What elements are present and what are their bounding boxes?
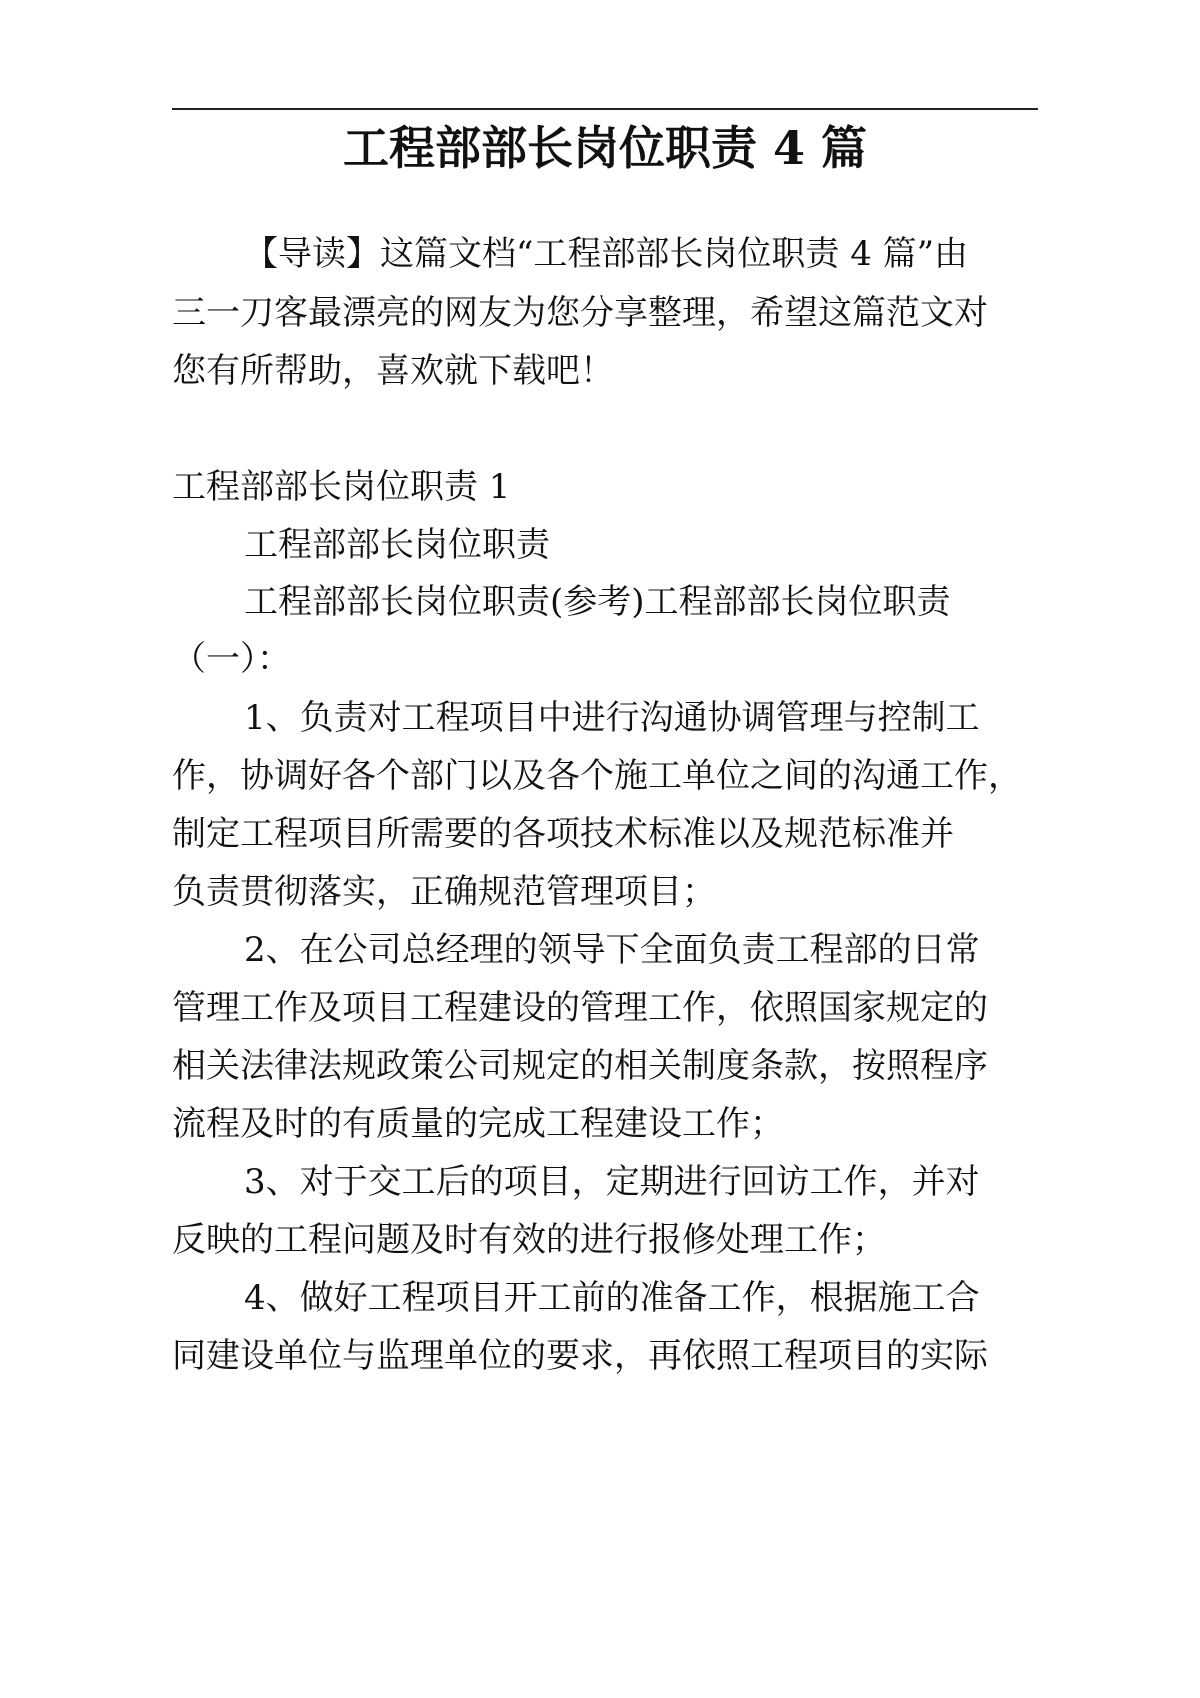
duty-item-3-line: 3、对于交工后的项目，定期进行回访工作，并对 — [244, 1162, 980, 1202]
intro-line: 您有所帮助，喜欢就下载吧！ — [172, 351, 614, 391]
duty-item-4-line: 4、做好工程项目开工前的准备工作，根据施工合 — [244, 1278, 980, 1318]
duty-item-1-line: 制定工程项目所需要的各项技术标准以及规范标准并 — [172, 814, 954, 854]
section-heading: 工程部部长岗位职责 1 — [172, 467, 511, 507]
header-rule — [172, 108, 1038, 110]
reference-line: （一）： — [172, 639, 291, 679]
duty-item-2-line: 流程及时的有质量的完成工程建设工作； — [172, 1104, 784, 1144]
section-subheading: 工程部部长岗位职责 — [244, 525, 550, 565]
duty-item-2-line: 2、在公司总经理的领导下全面负责工程部的日常 — [244, 930, 980, 970]
duty-item-1-line: 1、负责对工程项目中进行沟通协调管理与控制工 — [244, 698, 980, 738]
intro-line: 【导读】这篇文档“工程部部长岗位职责 4 篇”由 — [244, 234, 969, 274]
duty-item-2-line: 相关法律法规政策公司规定的相关制度条款，按照程序 — [172, 1046, 988, 1086]
duty-item-1-line: 负责贯彻落实，正确规范管理项目； — [172, 872, 716, 912]
intro-line: 三一刀客最漂亮的网友为您分享整理，希望这篇范文对 — [172, 293, 988, 333]
reference-line: 工程部部长岗位职责(参考)工程部部长岗位职责 — [244, 582, 951, 622]
duty-item-1-line: 作，协调好各个部门以及各个施工单位之间的沟通工作， — [172, 756, 1022, 796]
document-title: 工程部部长岗位职责 4 篇 — [342, 121, 868, 175]
duty-item-4-line: 同建设单位与监理单位的要求，再依照工程项目的实际 — [172, 1336, 988, 1376]
duty-item-2-line: 管理工作及项目工程建设的管理工作，依照国家规定的 — [172, 988, 988, 1028]
duty-item-3-line: 反映的工程问题及时有效的进行报修处理工作； — [172, 1220, 886, 1260]
